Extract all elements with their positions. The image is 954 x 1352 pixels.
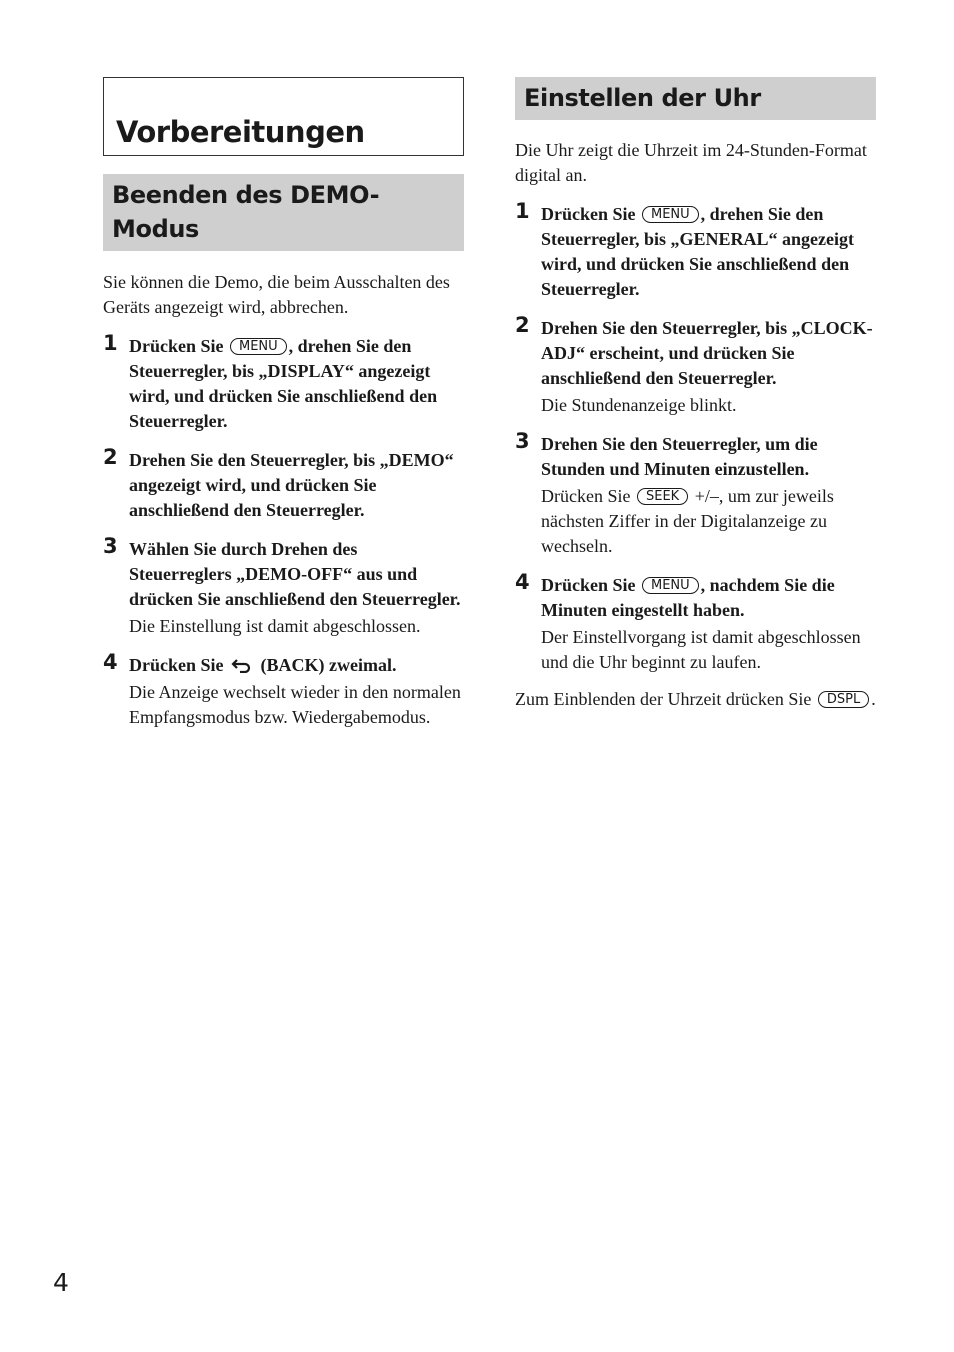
chapter-header	[103, 77, 464, 156]
step-note: Die Einstellung ist damit abgeschlossen.	[129, 616, 421, 636]
section-title-clock: Einstellen der Uhr	[515, 77, 876, 120]
intro-demo: Sie können die Demo, die beim Ausschalten des Geräts angezeigt wird, abbrechen.	[103, 272, 450, 317]
section-title-demo: Beenden des DEMO- Modus	[103, 174, 464, 251]
step-3-demo	[103, 534, 464, 639]
step-1-demo	[103, 331, 464, 434]
back-arrow-icon	[231, 657, 253, 673]
step-text: Drehen Sie den Steuerregler, bis „DEMO“ angezeigt wird, und drücken Sie anschließend den Steuerregler.	[129, 450, 454, 520]
footer-text-post: .	[871, 689, 876, 709]
step-number: 1	[515, 199, 530, 223]
right-column	[515, 77, 876, 712]
step-number: 4	[515, 570, 530, 594]
step-text-pre: Drücken Sie	[129, 336, 228, 356]
step-2-clock	[515, 313, 876, 418]
page-number: 4	[53, 1268, 69, 1297]
step-text-pre: Drücken Sie	[129, 655, 228, 675]
step-text-pre: Drücken Sie	[541, 575, 640, 595]
step-number: 3	[515, 429, 530, 453]
step-1-clock	[515, 199, 876, 302]
menu-key-label: MENU	[642, 206, 699, 223]
seek-key-label: SEEK	[637, 488, 688, 505]
footer-text-pre: Zum Einblenden der Uhrzeit drücken Sie	[515, 689, 816, 709]
step-number: 4	[103, 650, 118, 674]
step-number: 3	[103, 534, 118, 558]
menu-key-label: MENU	[230, 338, 287, 355]
step-text-post: (BACK) zweimal.	[256, 655, 397, 675]
step-2-demo	[103, 445, 464, 523]
step-note-pre: Drücken Sie	[541, 486, 635, 506]
step-note: Die Stundenanzeige blinkt.	[541, 395, 737, 415]
step-number: 1	[103, 331, 118, 355]
step-number: 2	[103, 445, 118, 469]
step-note-post: +/–, um zur jeweils nächsten Ziffer in der Digitalanzeige zu wechseln.	[541, 486, 834, 556]
step-note: Der Einstellvorgang ist damit abgeschlossen und die Uhr beginnt zu laufen.	[541, 627, 861, 672]
step-4-demo	[103, 650, 464, 730]
step-4-clock	[515, 570, 876, 675]
step-text-post: , drehen Sie den Steuerregler, bis „DISPLAY“ angezeigt wird, und drücken Sie anschließend den Steuerregler.	[129, 336, 438, 431]
step-note: Die Anzeige wechselt wieder in den normalen Empfangsmodus bzw. Wiedergabemodus.	[129, 682, 461, 727]
step-text: Wählen Sie durch Drehen des Steuerreglers „DEMO-OFF“ aus und drücken Sie anschließend den Steuerregler.	[129, 539, 461, 609]
step-text: Drehen Sie den Steuerregler, um die Stunden und Minuten einzustellen.	[541, 434, 818, 479]
step-text-post: , nachdem Sie die Minuten eingestellt haben.	[541, 575, 835, 620]
step-number: 2	[515, 313, 530, 337]
intro-clock: Die Uhr zeigt die Uhrzeit im 24-Stunden-Format digital an.	[515, 140, 867, 185]
step-text-post: , drehen Sie den Steuerregler, bis „GENERAL“ angezeigt wird, und drücken Sie anschließend den Steuerregler.	[541, 204, 854, 299]
chapter-title: Vorbereitungen	[116, 115, 365, 149]
left-column	[103, 77, 464, 730]
step-text-pre: Drücken Sie	[541, 204, 640, 224]
step-3-clock	[515, 429, 876, 559]
clock-footer-note	[515, 687, 876, 712]
menu-key-label: MENU	[642, 577, 699, 594]
step-text: Drehen Sie den Steuerregler, bis „CLOCK-ADJ“ erscheint, und drücken Sie anschließend den Steuerregler.	[541, 318, 873, 388]
dspl-key-label: DSPL	[818, 691, 869, 708]
